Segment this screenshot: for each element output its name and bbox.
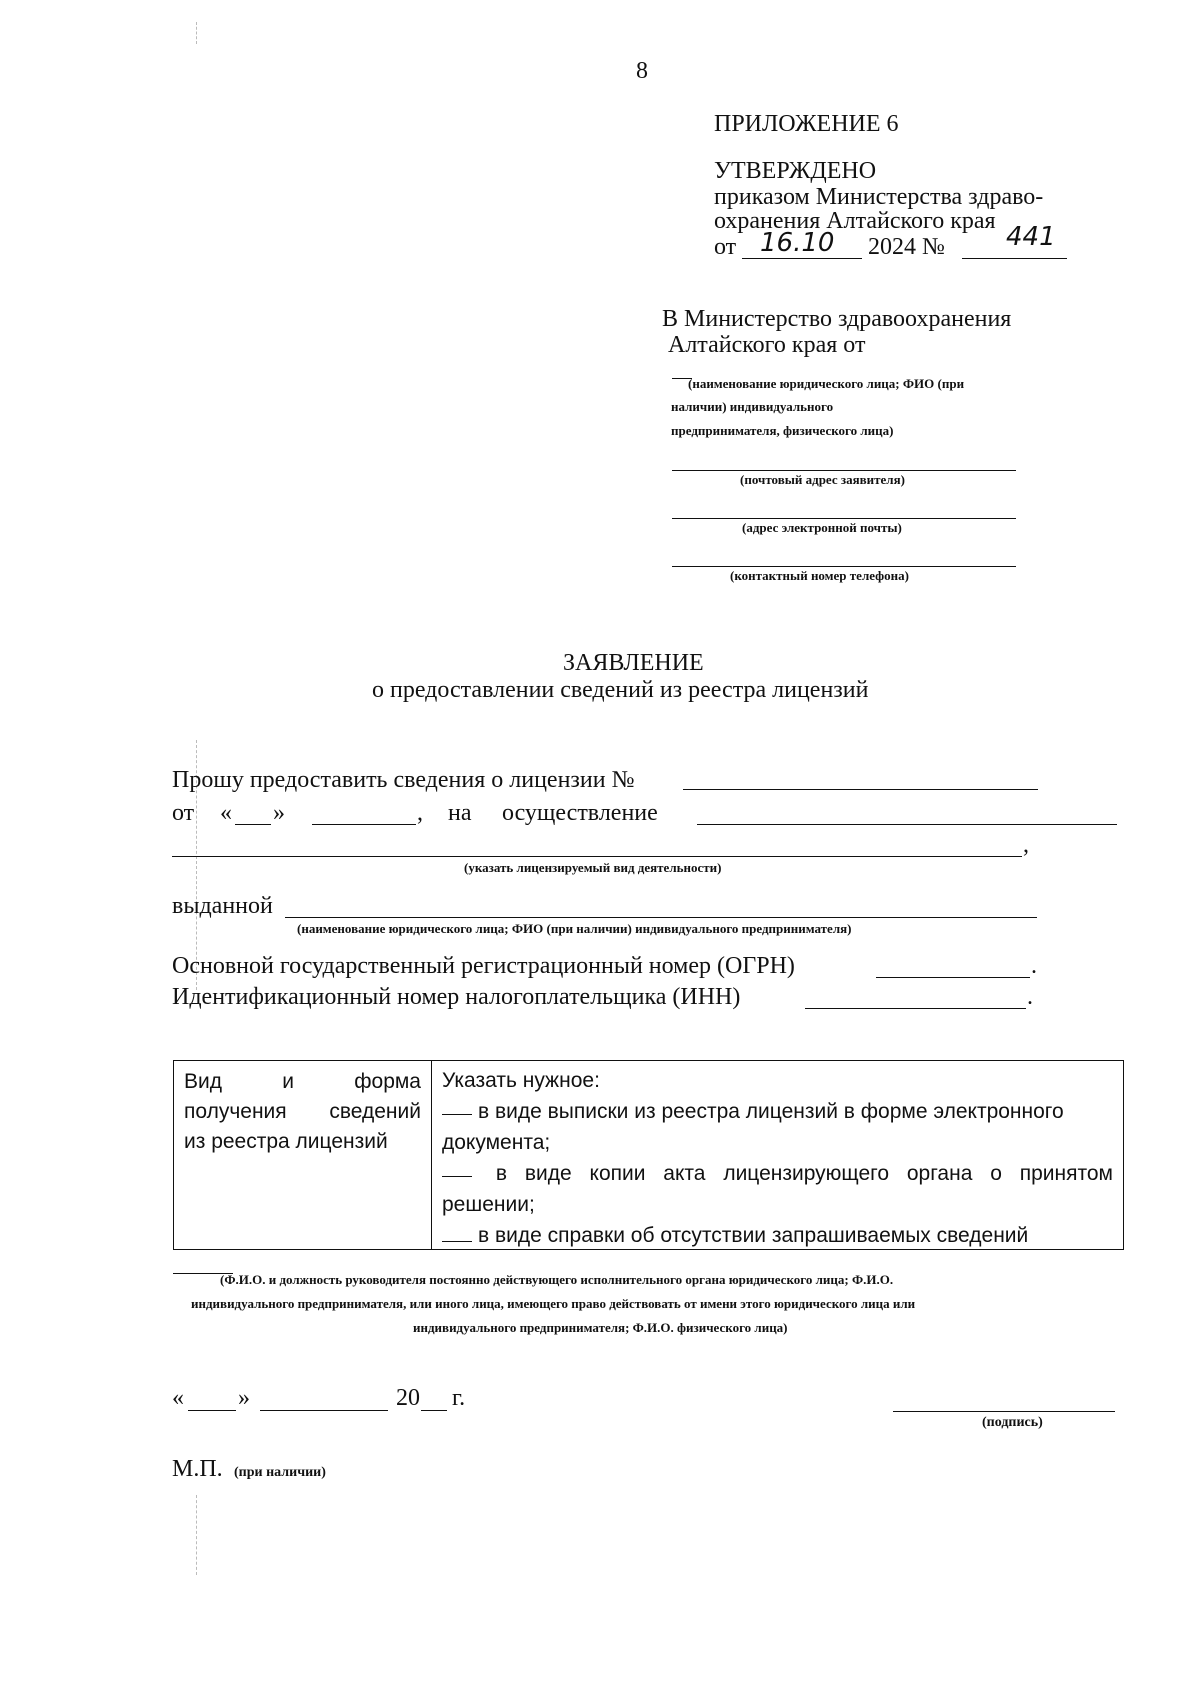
signature-line[interactable] bbox=[893, 1411, 1115, 1412]
approved-number: 441 bbox=[1006, 222, 1056, 252]
opt2-w4: лицензирующего bbox=[723, 1162, 890, 1185]
scan-mark-bottom bbox=[196, 1495, 197, 1575]
number-underline bbox=[962, 258, 1067, 259]
footer-year-line[interactable] bbox=[421, 1410, 447, 1411]
document-title: ЗАЯВЛЕНИЕ bbox=[563, 650, 704, 676]
option-2-line bbox=[442, 1158, 1113, 1189]
left-word-4: получения bbox=[184, 1100, 287, 1123]
option-2-checkbox[interactable] bbox=[442, 1158, 472, 1177]
footer-day-line[interactable] bbox=[188, 1410, 236, 1411]
option-3-text: в виде справки об отсутствии запрашиваемых сведений bbox=[478, 1224, 1029, 1247]
license-number-line[interactable] bbox=[683, 789, 1038, 790]
signatory-hint-3: индивидуального предпринимателя; Ф.И.О. физического лица) bbox=[413, 1320, 788, 1335]
hint-issued: (наименование юридического лица; ФИО (при наличии) индивидуального предпринимателя) bbox=[297, 921, 852, 936]
footer-year-prefix: 20 bbox=[396, 1385, 420, 1411]
hint-address: (почтовый адрес заявителя) bbox=[740, 472, 905, 487]
purpose-field-line[interactable] bbox=[697, 824, 1117, 825]
ogrn-field-line[interactable] bbox=[876, 977, 1030, 978]
addressee-line2: Алтайского края от bbox=[668, 332, 866, 358]
opt2-w1: виде bbox=[524, 1162, 572, 1185]
phone-field-line[interactable] bbox=[672, 566, 1016, 567]
opt2-w0: в bbox=[495, 1162, 507, 1185]
approved-year: 2024 № bbox=[868, 234, 945, 260]
address-field-line[interactable] bbox=[672, 470, 1016, 471]
left-word-1: Вид bbox=[184, 1070, 222, 1093]
approved-line2: охранения Алтайского края bbox=[714, 208, 996, 234]
opt2-w3: акта bbox=[663, 1162, 706, 1185]
opt2-w6: о bbox=[990, 1162, 1002, 1185]
approved-from-label: от bbox=[714, 234, 737, 260]
hint-name-1: (наименование юридического лица; ФИО (при bbox=[688, 376, 965, 391]
day-field-line[interactable] bbox=[235, 824, 271, 825]
hint-email: (адрес электронной почты) bbox=[742, 520, 902, 535]
date-underline bbox=[742, 258, 862, 259]
table-left-cell bbox=[174, 1061, 432, 1249]
stamp-hint: (при наличии) bbox=[234, 1465, 326, 1480]
document-subtitle: о предоставлении сведений из реестра лицензий bbox=[372, 677, 869, 703]
left-line-2 bbox=[184, 1097, 421, 1127]
option-3-checkbox[interactable] bbox=[442, 1223, 472, 1242]
option-2-text-cont: решении; bbox=[442, 1193, 535, 1216]
signature-hint: (подпись) bbox=[982, 1415, 1043, 1430]
hint-activity: (указать лицензируемый вид деятельности) bbox=[464, 860, 722, 875]
approved-label: УТВЕРЖДЕНО bbox=[714, 158, 877, 184]
email-field-line[interactable] bbox=[672, 518, 1016, 519]
signatory-hint-1: (Ф.И.О. и должность руководителя постоянно действующего исполнительного органа юридического лица; Ф.И.О. bbox=[220, 1272, 894, 1287]
option-1-text: в виде выписки из реестра лицензий в форме электронного bbox=[478, 1100, 1064, 1123]
footer-year-suffix: г. bbox=[452, 1385, 466, 1411]
addressee-line1: В Министерство здравоохранения bbox=[662, 306, 1012, 332]
receipt-form-table bbox=[173, 1060, 1124, 1250]
inn-dot: . bbox=[1027, 984, 1033, 1010]
scan-mark-top bbox=[196, 22, 197, 44]
left-word-3: форма bbox=[354, 1070, 421, 1093]
hint-name-2: наличии) индивидуального bbox=[671, 399, 834, 414]
day-quote-close: » bbox=[273, 800, 285, 826]
left-word-5: сведений bbox=[329, 1100, 421, 1123]
option-3-line bbox=[442, 1220, 1113, 1251]
left-line-3: из реестра лицензий bbox=[184, 1130, 388, 1153]
option-1-text-cont: документа; bbox=[442, 1131, 551, 1154]
issued-field-line[interactable] bbox=[285, 917, 1037, 918]
opt2-w2: копии bbox=[589, 1162, 646, 1185]
issued-label: выданной bbox=[172, 893, 273, 919]
opt2-w7: принятом bbox=[1019, 1162, 1113, 1185]
appendix-title: ПРИЛОЖЕНИЕ 6 bbox=[714, 111, 899, 137]
ogrn-label: Основной государственный регистрационный номер (ОГРН) bbox=[172, 953, 795, 979]
footer-month-line[interactable] bbox=[260, 1410, 388, 1411]
hint-phone: (контактный номер телефона) bbox=[730, 568, 909, 583]
left-line-1 bbox=[184, 1067, 421, 1097]
footer-quote-open: « bbox=[172, 1385, 184, 1411]
left-word-2: и bbox=[282, 1070, 294, 1093]
month-field-line[interactable] bbox=[312, 824, 416, 825]
inn-label: Идентификационный номер налогоплательщика (ИНН) bbox=[172, 984, 741, 1010]
footer-quote-close: » bbox=[238, 1385, 250, 1411]
hint-name-3: предпринимателя, физического лица) bbox=[671, 423, 894, 438]
month-comma: , bbox=[417, 800, 423, 826]
table-right-cell bbox=[432, 1061, 1123, 1249]
opt2-w5: органа bbox=[906, 1162, 973, 1185]
request-text: Прошу предоставить сведения о лицензии № bbox=[172, 767, 635, 793]
right-header: Указать нужное: bbox=[442, 1069, 600, 1092]
approved-date: 16.10 bbox=[760, 228, 835, 258]
for-label: на bbox=[448, 800, 472, 826]
approved-line1: приказом Министерства здраво- bbox=[714, 184, 1044, 210]
stamp-label: М.П. bbox=[172, 1456, 223, 1482]
ogrn-dot: . bbox=[1031, 953, 1037, 979]
activity-comma: , bbox=[1023, 832, 1029, 858]
from-label: от bbox=[172, 800, 195, 826]
purpose-label: осуществление bbox=[502, 800, 658, 826]
day-quote-open: « bbox=[220, 800, 232, 826]
page-number: 8 bbox=[636, 58, 648, 84]
option-1-line bbox=[442, 1096, 1113, 1127]
option-1-checkbox[interactable] bbox=[442, 1096, 472, 1115]
activity-field-line[interactable] bbox=[172, 856, 1022, 857]
inn-field-line[interactable] bbox=[805, 1008, 1026, 1009]
signatory-hint-2: индивидуального предпринимателя, или иного лица, имеющего право действовать от имени этого юридического лица или bbox=[191, 1296, 916, 1311]
